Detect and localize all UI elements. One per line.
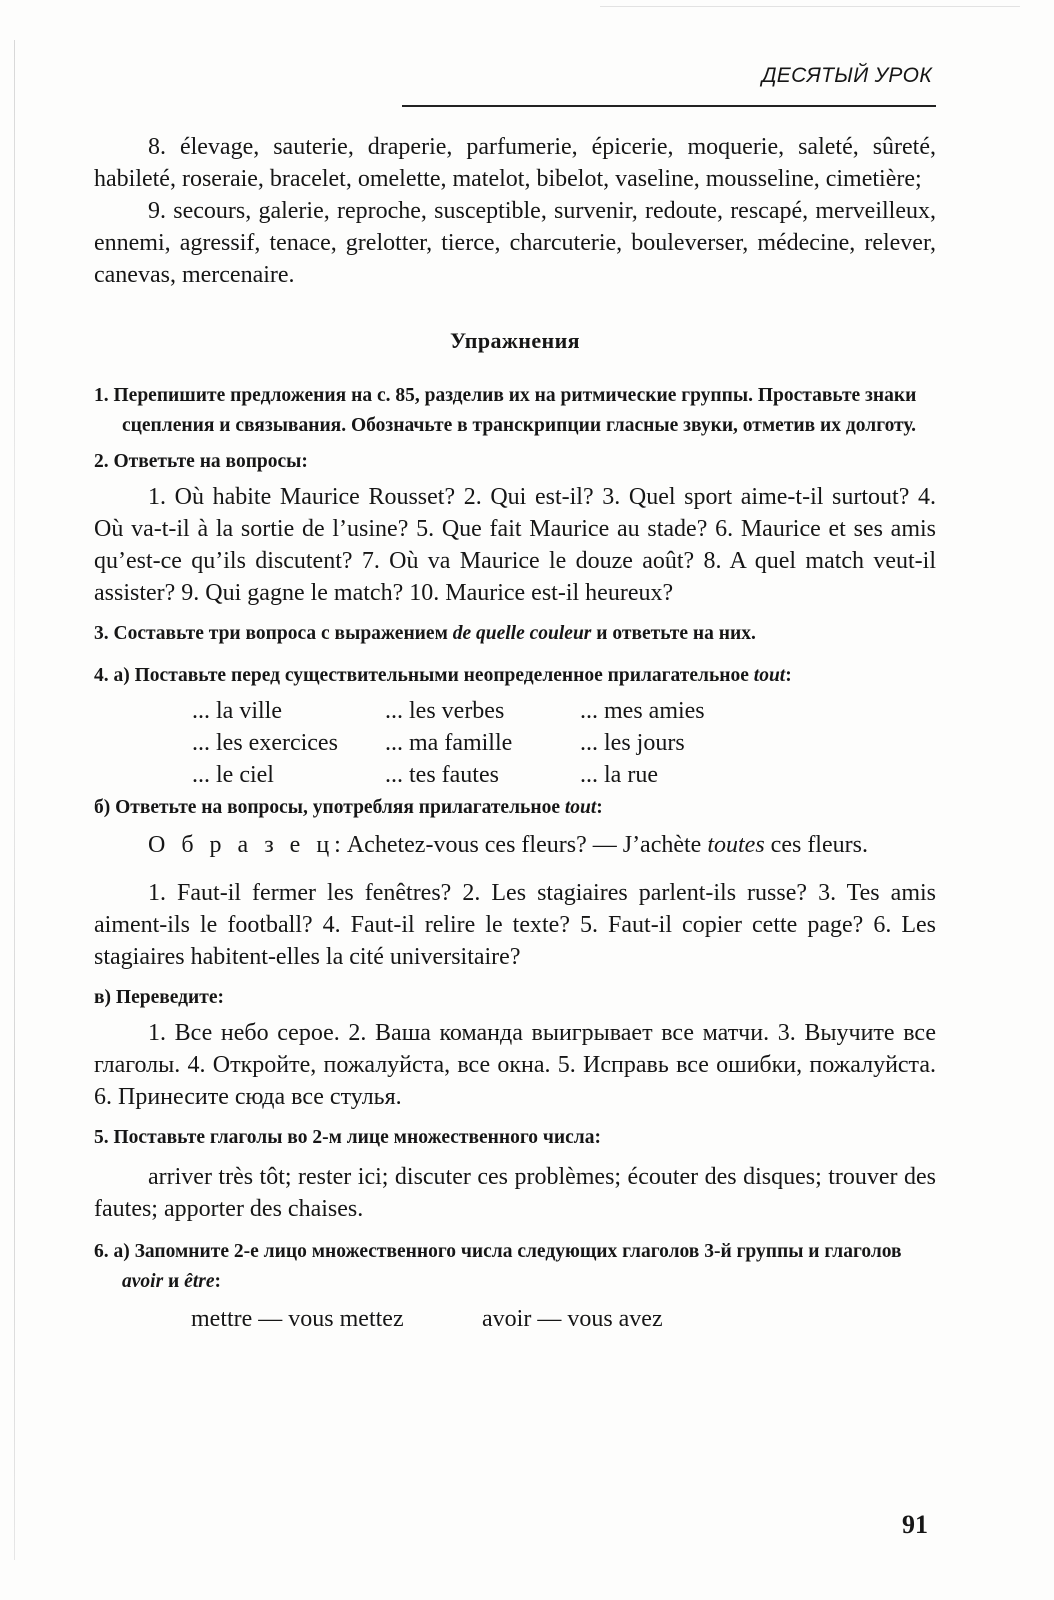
grid-cell: ... le ciel [192, 762, 274, 788]
exercise-4b-sample: О б р а з е ц: Achetez-vous ces fleurs? — J’achète toutes ces fleurs. [148, 832, 868, 858]
page-number: 91 [902, 1510, 928, 1539]
grid-cell: ... les exercices [192, 730, 338, 756]
section-title: Упражнения [450, 328, 580, 353]
exercise-6-word-etre: être [184, 1271, 215, 1292]
exercise-2-questions: 1. Où habite Maurice Rousset? 2. Qui est-il? 3. Quel sport aime-t-il surtout? 4. Où va-t-il à la sortie de l’usine? 5. Que fait Maurice au stade? 6. Maurice et ses amis qu’est-ce qu’ils discutent? 7. Où va Maurice le douze août? 8. A quel match veut-il assister? 9. Qui gagne le match? 10. Maurice est-il heureux? [94, 484, 936, 606]
exercise-1: 1. Перепишите предложения на с. 85, разделив их на ритмические группы. Проставьте знаки сцепления и связывания. Обозначьте в транскрипции гласные звуки, отметив их долготу. [94, 385, 917, 436]
scan-edge-line [14, 40, 15, 1560]
grid-cell: ... les jours [580, 730, 685, 756]
exercise-3-phrase: de quelle couleur [452, 623, 592, 644]
running-head: ДЕСЯТЫЙ УРОК [761, 64, 932, 87]
exercise-5-phrases: arriver très tôt; rester ici; discuter ces problèmes; écouter des disques; trouver des fautes; apporter des chaises. [94, 1164, 936, 1222]
exercise-6-verb-pairs [94, 1303, 936, 1335]
grid-cell: ... ma famille [385, 730, 513, 756]
scan-top-line [600, 6, 1020, 7]
word-list-8: 8. élevage, sauterie, draperie, parfumerie, épicerie, moquerie, saleté, sûreté, habileté, roseraie, bracelet, omelette, matelot, bibelot, vaseline, mousseline, cimetière; [94, 134, 936, 192]
exercise-4c-sentences: 1. Все небо серое. 2. Ваша команда выигрывает все матчи. 3. Выучите все глаголы. 4. Откройте, пожалуйста, все окна. 5. Исправь все ошибки, пожалуйста. 6. Принесите сюда все стулья. [94, 1020, 936, 1110]
exercise-5-title: 5. Поставьте глаголы во 2-м лице множественного числа: [94, 1127, 601, 1148]
grid-cell: ... mes amies [580, 698, 705, 724]
header-rule [402, 105, 936, 107]
verb-pair-mettre: mettre — vous mettez [191, 1306, 404, 1332]
grid-cell: ... la rue [580, 762, 658, 788]
grid-cell: ... tes fautes [385, 762, 499, 788]
word-list-9: 9. secours, galerie, reproche, susceptible, survenir, redoute, rescapé, merveilleux, ennemi, agressif, tenace, grelotter, tierce, charcuterie, bouleverser, médecine, relever, canevas, mercenaire. [94, 198, 936, 288]
exercise-2-title: 2. Ответьте на вопросы: [94, 451, 308, 472]
exercise-4a-title: 4. а) Поставьте перед существительными неопределенное прилагательное tout: [94, 665, 792, 686]
exercise-4b-questions: 1. Faut-il fermer les fenêtres? 2. Les stagiaires parlent-ils russe? 3. Tes amis aiment-ils le football? 4. Faut-il relire le texte? 5. Faut-il copier cette page? 6. Les stagiaires habitent-elles la cité universitaire? [94, 880, 936, 970]
exercise-6-word-avoir: avoir [122, 1271, 164, 1292]
exercise-6a-title: 6. а) Запомните 2-е лицо множественного числа следующих глаголов 3-й группы и глаголов avoir и être: [94, 1241, 902, 1292]
exercise-4a-grid [94, 695, 936, 791]
page-content [94, 131, 936, 1335]
exercise-3: 3. Составьте три вопроса с выражением de quelle couleur и ответьте на них. [94, 623, 756, 644]
verb-pair-avoir: avoir — vous avez [482, 1306, 663, 1332]
exercise-4c-title: в) Переведите: [94, 987, 224, 1008]
grid-cell: ... la ville [192, 698, 282, 724]
exercise-4a-word: tout [753, 665, 786, 686]
exercise-4b-word: tout [564, 797, 597, 818]
grid-cell: ... les verbes [385, 698, 505, 724]
exercise-4b-title: б) Ответьте на вопросы, употребляя прилагательное tout: [94, 797, 603, 818]
sample-label: О б р а з е ц [148, 832, 335, 858]
